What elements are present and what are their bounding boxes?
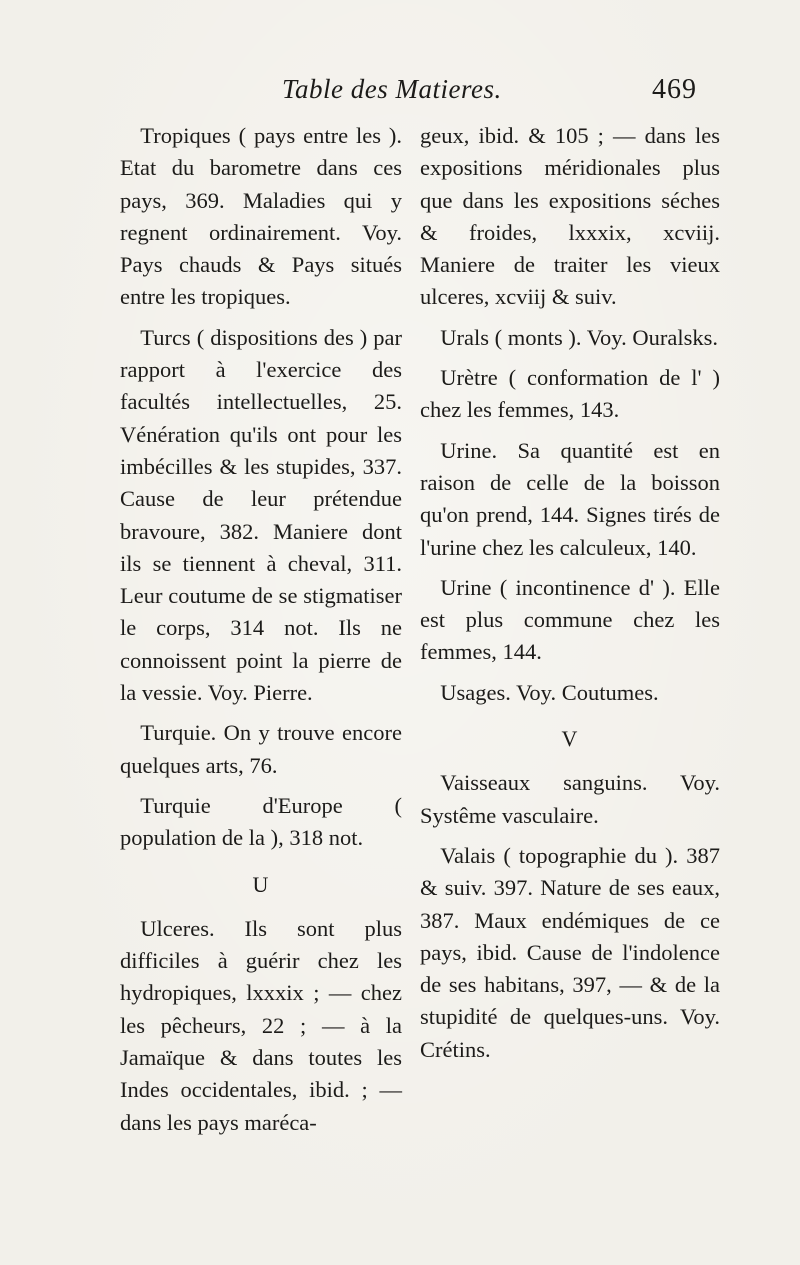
index-entry: Valais ( topographie du ). 387 & suiv. 397. Nature de ses eaux, 387. Maux endémiques de ce pays, ibid. Cause de l'indolence de ses habitans, 397, — & de la stupidité de quelques-uns. Voy. Crétins.: [420, 842, 720, 1062]
index-entry: Usages. Voy. Coutumes.: [440, 679, 659, 705]
index-entry: Turquie. On y trouve encore quelques arts, 76.: [120, 720, 402, 778]
index-entry: Ulceres. Ils sont plus difficiles à guérir chez les hydropiques, lxxxix ; — chez les pêcheurs, 22 ; — à la Jamaïque & dans toutes les Indes occidentales, ibid. ; — dans les pays maréca-: [120, 915, 402, 1135]
index-entry: Vaisseaux sanguins. Voy. Systême vasculaire.: [420, 770, 720, 828]
index-entry: Urals ( monts ). Voy. Ouralsks.: [440, 324, 718, 350]
index-entry: Urine. Sa quantité est en raison de celle de la boisson qu'on prend, 144. Signes tirés de l'urine chez les calculeux, 140.: [420, 437, 720, 560]
index-entry: Urine ( incontinence d' ). Elle est plus commune chez les femmes, 144.: [420, 574, 720, 665]
page-number: 469: [652, 74, 697, 105]
index-entry: Tropiques ( pays entre les ). Etat du barometre dans ces pays, 369. Maladies qui y regnent ordinairement. Voy. Pays chauds & Pays situés entre les tropiques.: [120, 123, 402, 310]
left-column: [120, 120, 402, 1147]
index-entry: Urètre ( conformation de l' ) chez les femmes, 143.: [420, 365, 720, 423]
running-title: Table des Matieres.: [282, 74, 502, 104]
section-letter-u: U: [252, 871, 270, 897]
section-letter-v: V: [561, 726, 579, 752]
index-entry: Turcs ( dispositions des ) par rapport à l'exercice des facultés intellectuelles, 25. Vénération qu'ils ont pour les imbécilles & les stupides, 337. Cause de leur prétendue bravoure, 382. Maniere dont ils se tiennent à cheval, 311. Leur coutume de se stigmatiser le corps, 314 not. Ils ne connoissent point la pierre de la vessie. Voy. Pierre.: [120, 324, 402, 706]
right-column: [420, 120, 720, 1074]
page-header: [0, 74, 800, 114]
index-entry: Turquie d'Europe ( population de la ), 318 not.: [120, 792, 402, 851]
index-entry-continued: geux, ibid. & 105 ; — dans les expositions méridionales plus que dans les expositions séches & froides, lxxxix, xcviij. Maniere de traiter les vieux ulceres, xcviij & suiv.: [420, 123, 720, 310]
